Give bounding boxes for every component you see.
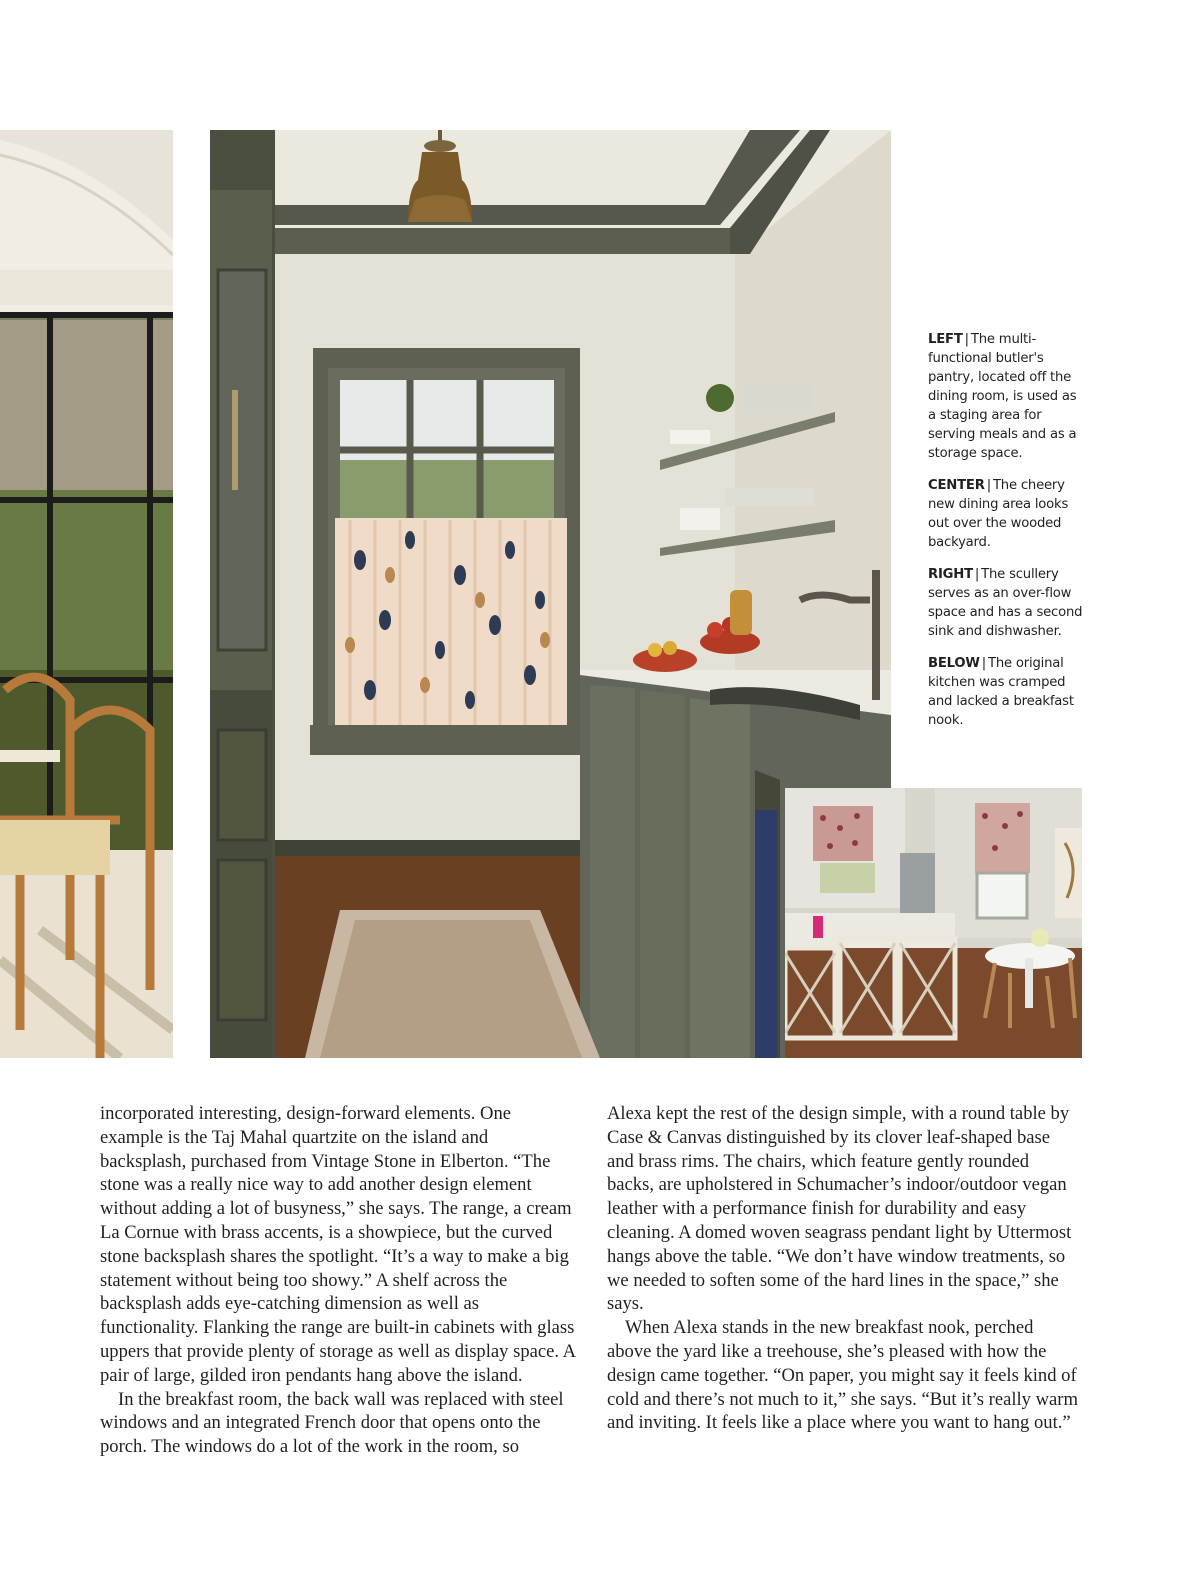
article-paragraph: Alexa kept the rest of the design simple, with a round table by Case & Canvas distinguished by its clover leaf-shaped base and brass rims. The chairs, which feature gently rounded backs, are upholstered in Schumacher’s indoor/outdoor vegan leather with a performance finish for durability and easy cleaning. A domed woven seagrass pendant light by Uttermost hangs above the table. “We don’t have window treatments, so we needed to soften some of the hard lines in the space,” she says.: [607, 1103, 1072, 1315]
photo-captions: [928, 330, 1088, 743]
caption-text: The scullery serves as an over-flow space and has a second sink and dishwasher.: [928, 567, 1083, 639]
caption-text: The cheery new dining area looks out over the wooded backyard.: [928, 478, 1069, 550]
caption-center: CENTER | The cheery new dining area looks out over the wooded backyard.: [928, 478, 1069, 550]
caption-text: The original kitchen was cramped and lacked a breakfast nook.: [928, 656, 1074, 728]
article-column-right: [607, 1102, 1079, 1435]
caption-right: RIGHT | The scullery serves as an over-flow space and has a second sink and dishwasher.: [928, 567, 1083, 639]
caption-label: BELOW: [928, 656, 980, 671]
caption-label: CENTER: [928, 478, 985, 493]
caption-left: LEFT | The multi-functional butler's pantry, located off the dining room, is used as a staging area for serving meals and as a storage space.: [928, 332, 1077, 461]
original-kitchen-photo: [785, 788, 1082, 1058]
article-paragraph: incorporated interesting, design-forward elements. One example is the Taj Mahal quartzite on the island and backsplash, purchased from Vintage Stone in Elberton. “The stone was a really nice way to add another design element without adding a lot of busyness,” she says. The range, a cream La Cornue with brass accents, is a showpiece, but the curved stone backsplash shares the spotlight. “It’s a way to make a big statement without being too showy.” A shelf across the backsplash adds eye-catching dimension as well as functionality. Flanking the range are built-in cabinets with glass uppers that provide plenty of storage as well as display space. A pair of large, gilded iron pendants hang above the island.: [100, 1103, 576, 1386]
breakfast-room-photo: [0, 130, 173, 1058]
caption-label: RIGHT: [928, 567, 973, 582]
caption-label: LEFT: [928, 332, 963, 347]
article-column-left: [100, 1102, 578, 1459]
caption-text: The multi-functional butler's pantry, located off the dining room, is used as a staging area for serving meals and as a storage space.: [928, 332, 1077, 461]
article-paragraph: In the breakfast room, the back wall was replaced with steel windows and an integrated French door that opens onto the porch. The windows do a lot of the work in the room, so: [100, 1388, 564, 1458]
article-paragraph: When Alexa stands in the new breakfast nook, perched above the yard like a treehouse, she’s pleased with how the design came together. “On paper, you might say it feels kind of cold and there’s not much to it,” she says. “But it’s really warm and inviting. It feels like a place where you want to hang out.”: [607, 1317, 1078, 1434]
caption-below: BELOW | The original kitchen was cramped and lacked a breakfast nook.: [928, 656, 1074, 728]
